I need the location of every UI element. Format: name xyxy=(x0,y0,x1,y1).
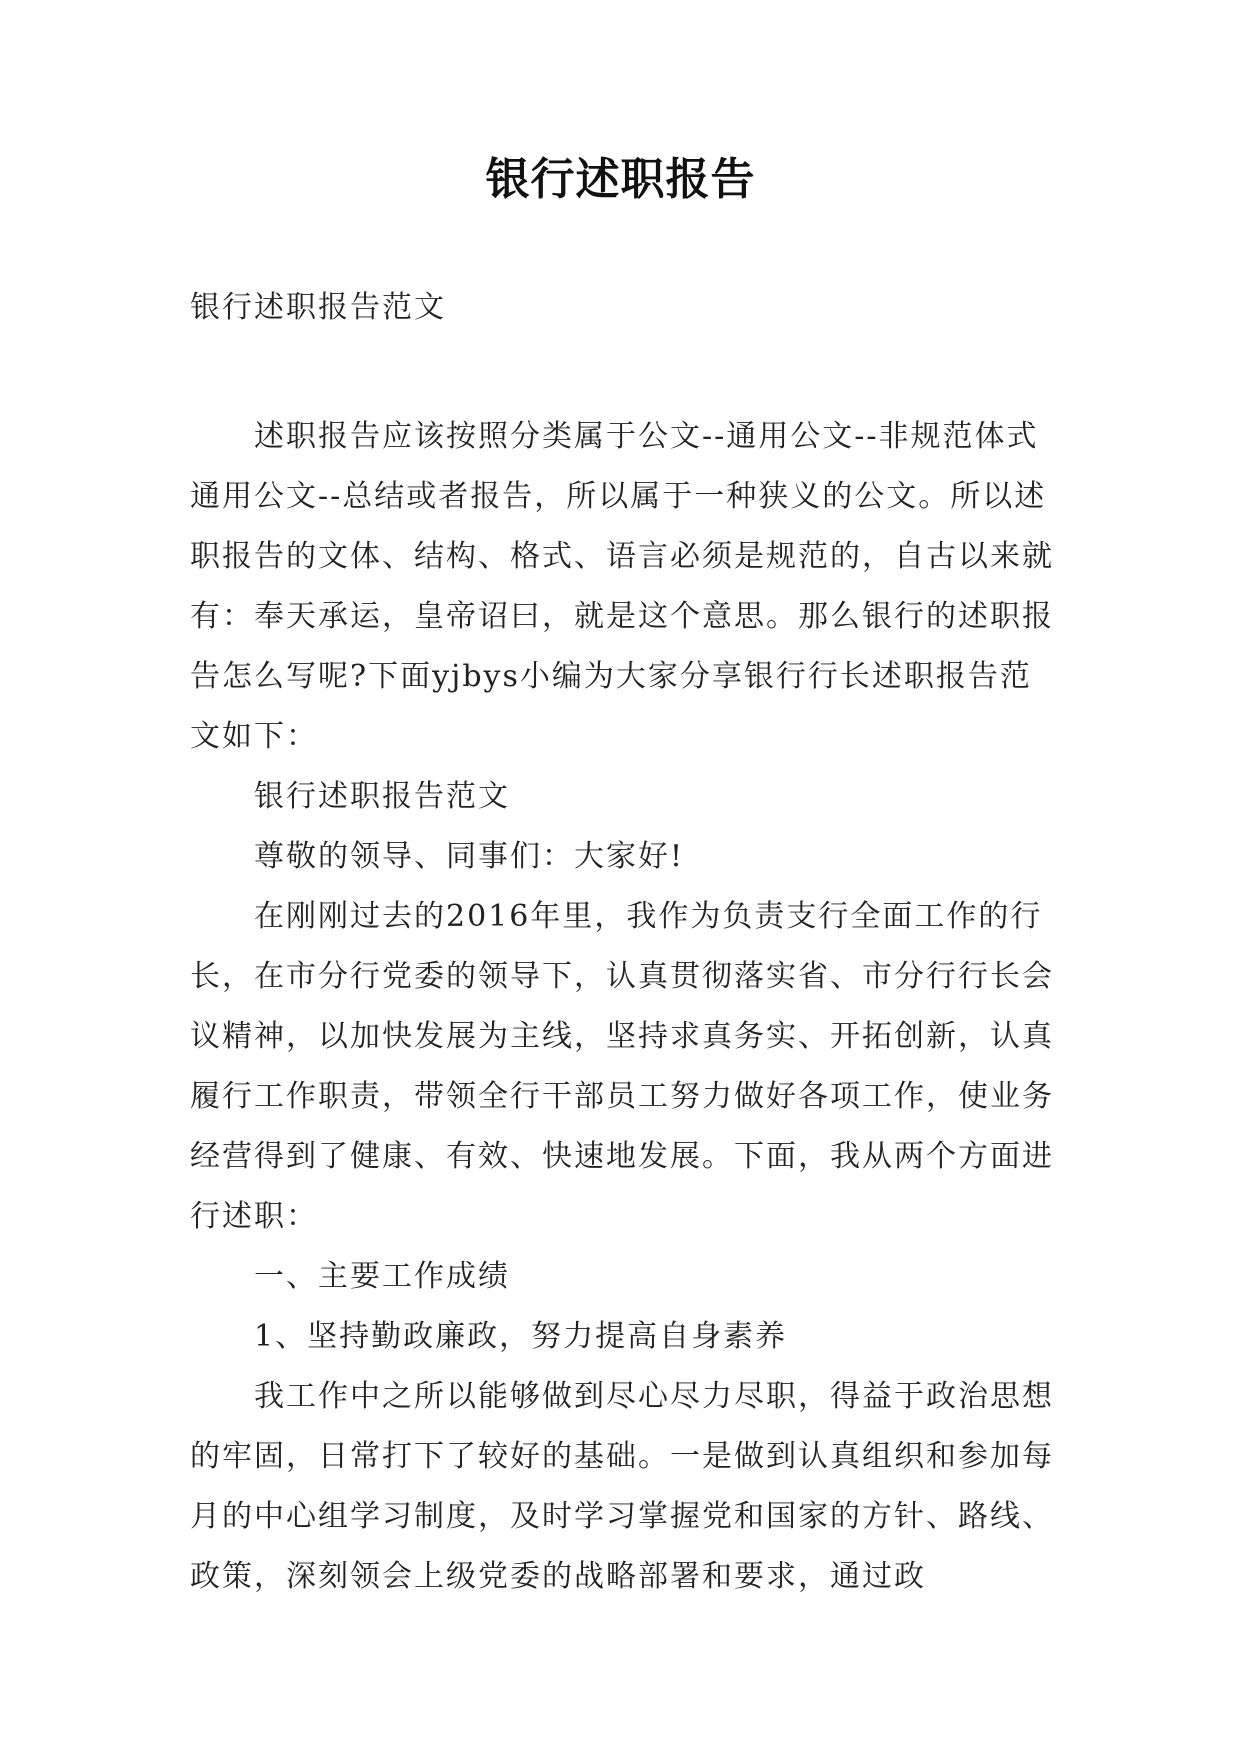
paragraph-sample-heading: 银行述职报告范文 xyxy=(254,779,510,814)
paragraph-integrity-detail: 我工作中之所以能够做到尽心尽力尽职，得益于政治思想的牢固，日常打下了较好的基础。一是做到认真组织和参加每月的中心组学习制度，及时学习掌握党和国家的方针、路线、政策，深刻领会上级党委的战略部署和要求，通过政 xyxy=(190,1379,1054,1594)
section-heading-achievements: 一、主要工作成绩 xyxy=(254,1259,510,1294)
document-subtitle: 银行述职报告范文 xyxy=(190,290,446,325)
subsection-heading-integrity: 1、坚持勤政廉政，努力提高自身素养 xyxy=(254,1319,788,1354)
document-title: 银行述职报告 xyxy=(485,154,756,205)
document-body xyxy=(190,407,1060,1607)
paragraph-salutation: 尊敬的领导、同事们：大家好! xyxy=(254,839,685,874)
paragraph-overview: 在刚刚过去的2016年里，我作为负责支行全面工作的行长，在市分行党委的领导下，认真贯彻落实省、市分行行长会议精神，以加快发展为主线，坚持求真务实、开拓创新，认真履行工作职责，带领全行干部员工努力做好各项工作，使业务经营得到了健康、有效、快速地发展。下面，我从两个方面进行述职： xyxy=(190,899,1054,1234)
paragraph-intro: 述职报告应该按照分类属于公文--通用公文--非规范体式通用公文--总结或者报告，所以属于一种狭义的公文。所以述职报告的文体、结构、格式、语言必须是规范的，自古以来就有：奉天承运，皇帝诏曰，就是这个意思。那么银行的述职报告怎么写呢?下面yjbys小编为大家分享银行行长述职报告范文如下： xyxy=(190,419,1054,754)
